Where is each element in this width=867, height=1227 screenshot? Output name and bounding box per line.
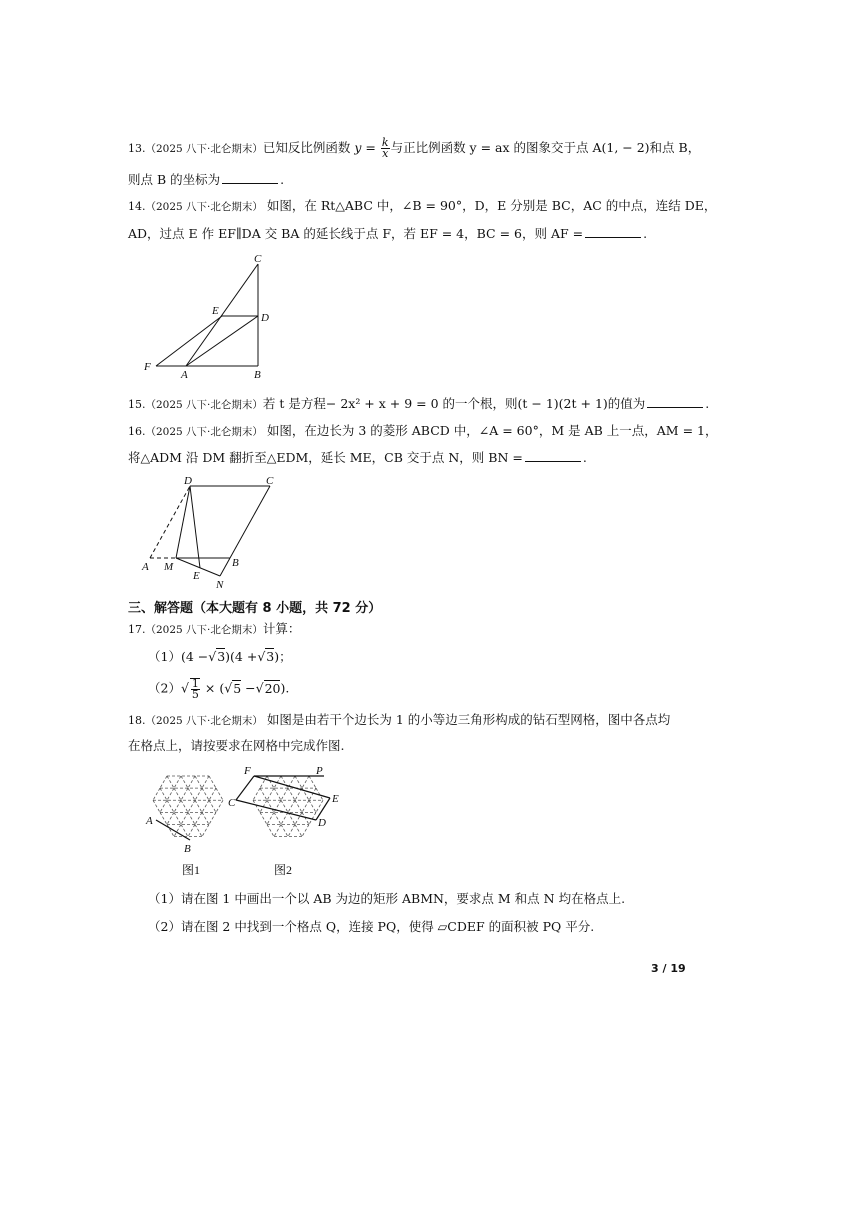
q13-source: （2025 八下·北仑期末） [145,143,263,155]
page-number: 3 / 19 [651,962,686,975]
q13-line1 [128,138,700,159]
q14-label-e: E [212,305,219,317]
grid-line [202,788,209,800]
q15-answer-blank[interactable] [647,395,703,408]
q14-label-c: C [254,253,262,265]
q16-text-a: 如图，在边长为 3 的菱形 ABCD 中，∠A = 60°，M 是 AB 上一点，AM = 1， [262,423,718,438]
grid-line [288,788,295,800]
grid-line [202,800,209,812]
q17-part1-radicand1: 3 [217,649,226,664]
q15-line1: 15.（2025 八下·北仑期末）若 t 是方程− 2x² + x + 9 = 0 的一个根，则(t − 1)(2t + 1)的值为 . [128,396,710,411]
grid-line [281,788,288,800]
q15-text: 若 t 是方程− 2x² + x + 9 = 0 的一个根，则(t − 1)(2t + 1)的值为 [262,396,646,411]
grid-line [209,788,216,800]
q14-seg-ad [186,316,258,366]
q18-part2: （2）请在图 2 中找到一个格点 Q，连接 PQ，使得 ▱CDEF 的面积被 PQ 平分. [148,919,595,934]
grid-line [167,800,174,812]
grid-line [274,824,281,836]
q16-label-c: C [266,475,274,487]
q18-part1: （1）请在图 1 中画出一个以 AB 为边的矩形 ABMN，要求点 M 和点 N 均在格点上. [148,891,626,906]
grid-line [309,800,316,812]
grid-line [174,776,181,788]
grid-line [188,800,195,812]
q16-answer-blank[interactable] [525,449,581,462]
q17-part1: （1）(4 −√3)(4 +√3)； [148,649,292,664]
q18-label-c: C [228,797,236,809]
q18-label-d: D [318,817,326,829]
q18-line2 [128,737,344,755]
q14-seg-fe [156,316,222,366]
q18-label-b: B [184,843,191,855]
grid-line [174,788,181,800]
grid-line [216,788,223,800]
q14-line1 [128,197,716,216]
grid-line [195,824,202,836]
q14-source: （2025 八下·北仑期末） [145,201,263,213]
q16-line2: 将△ADM 沿 DM 翻折至△EDM，延长 ME，CB 交于点 N，则 BN = . [128,450,587,465]
grid-line [302,776,309,788]
q16-seg-ad-dashed [150,486,190,558]
q18-fig2-caption: 图2 [274,863,293,877]
grid-line [181,776,188,788]
q16-label-n: N [216,579,224,591]
q16-label-d: D [184,475,192,487]
grid-line [274,812,281,824]
q16-figure [138,472,288,592]
grid-line [174,812,181,824]
q17-part1-radicand2: 3 [266,649,275,664]
grid-line [295,824,302,836]
grid-line [167,788,174,800]
grid-line [202,776,209,788]
grid-line [267,788,274,800]
q18-figures [138,762,358,882]
q14-number: 14. [128,200,146,213]
grid-line [188,824,195,836]
grid-line [195,776,202,788]
q13-text-b: 与正比例函数 y = ax 的图象交于点 A(1, − 2)和点 B， [390,140,701,155]
q16-label-e: E [193,570,200,582]
q14-label-a: A [181,369,188,381]
q17-part2: （2）√ $\frac{1}{5}$ × (√5 −√20). [148,677,290,701]
grid-line [188,812,195,824]
q16-label-m: M [164,561,174,573]
grid-line [202,824,209,836]
q17-line1 [128,620,300,639]
grid-line [288,800,295,812]
q18-number: 18. [128,714,146,727]
grid-line [260,788,267,800]
q17-prompt: 计算： [262,621,301,636]
q18-seg-ab [156,820,190,840]
grid-line [281,776,288,788]
grid-line [160,776,167,788]
grid-line [260,812,267,824]
grid-line [288,824,295,836]
q14-text-a: 如图，在 Rt△ABC 中，∠B = 90°，D，E 分别是 BC，AC 的中点，连结 DE， [262,198,717,213]
q14-line2: AD，过点 E 作 EF∥DA 交 BA 的延长线于点 F，若 EF = 4，BC = 6，则 AF = . [128,226,648,241]
section-3-heading: 三、解答题（本大题有 8 小题，共 72 分） [128,601,382,616]
q18-label-e: E [332,793,339,805]
grid-line [209,800,216,812]
grid-line [274,788,281,800]
q16-seg-bn [220,558,230,576]
grid-line [295,812,302,824]
grid-line [295,800,302,812]
q13-line2: 则点 B 的坐标为 . [128,172,285,187]
q14-text-b: AD，过点 E 作 EF∥DA 交 BA 的延长线于点 F，若 EF = 4，BC = 6，则 AF = [128,226,584,241]
q18-text-a: 如图是由若干个边长为 1 的小等边三角形构成的钻石型网格，图中各点均 [262,712,671,727]
q18-label-f: F [244,765,251,777]
q18-grid-fig1 [153,776,223,837]
q18-text-b: 在格点上，请按要求在网格中完成作图. [128,738,345,753]
grid-line [267,800,274,812]
q18-fig1-caption: 图1 [182,863,201,877]
grid-line [181,800,188,812]
grid-line [181,788,188,800]
grid-line [167,812,174,824]
grid-line [209,812,216,824]
grid-line [195,800,202,812]
q14-label-b: B [254,369,261,381]
grid-line [195,812,202,824]
q14-label-d: D [261,312,269,324]
grid-line [281,812,288,824]
grid-line [202,812,209,824]
q18-source: （2025 八下·北仑期末） [145,715,263,727]
grid-line [302,800,309,812]
grid-line [295,776,302,788]
q17-part2-radicand1: 5 [233,680,242,696]
q13-text-c: 则点 B 的坐标为 [128,172,221,187]
grid-line [160,788,167,800]
grid-line [188,788,195,800]
q16-number: 16. [128,425,146,438]
q15-source: （2025 八下·北仑期末） [145,399,263,411]
grid-line [253,788,260,800]
q16-label-b: B [232,557,239,569]
grid-line [153,800,160,812]
q16-seg-de [190,486,200,568]
q18-label-p: P [316,765,323,777]
grid-line [167,776,174,788]
q13-number: 13. [128,142,146,155]
q14-figure [140,250,280,385]
q16-line1 [128,422,717,441]
q14-answer-blank[interactable] [585,225,641,238]
q17-part2-radicand2: 20 [264,680,281,696]
q15-number: 15. [128,398,146,411]
grid-line [267,812,274,824]
q16-seg-cb [230,486,270,558]
grid-line [209,776,216,788]
grid-line [153,788,160,800]
q13-answer-blank[interactable] [222,171,278,184]
q17-number: 17. [128,623,146,636]
q13-fraction: $\frac{k}{x}$ [381,136,389,160]
grid-line [216,800,223,812]
q18-label-a: A [146,815,153,827]
q16-text-b: 将△ADM 沿 DM 翻折至△EDM，延长 ME，CB 交于点 N，则 BN = [128,450,523,465]
grid-line [309,776,316,788]
q16-seg-dm [176,486,190,558]
q14-label-f: F [144,361,151,373]
grid-line [267,824,274,836]
q17-source: （2025 八下·北仑期末） [145,624,263,636]
grid-line [302,824,309,836]
grid-line [160,800,167,812]
grid-line [188,776,195,788]
grid-line [281,824,288,836]
grid-line [174,800,181,812]
grid-line [281,800,288,812]
q17-part2-fraction: $\frac{1}{5}$ [191,677,199,701]
grid-line [181,812,188,824]
grid-line [195,788,202,800]
q18-seg-cd [236,800,316,820]
q16-source: （2025 八下·北仑期末） [145,426,263,438]
q18-seg-fc [236,776,254,800]
q18-line1 [128,711,670,730]
q14-seg-ac [186,264,258,366]
q13-text-a: 已知反比例函数 [262,140,355,155]
q16-label-a: A [142,561,149,573]
q13-y-eq: y = [354,140,376,155]
